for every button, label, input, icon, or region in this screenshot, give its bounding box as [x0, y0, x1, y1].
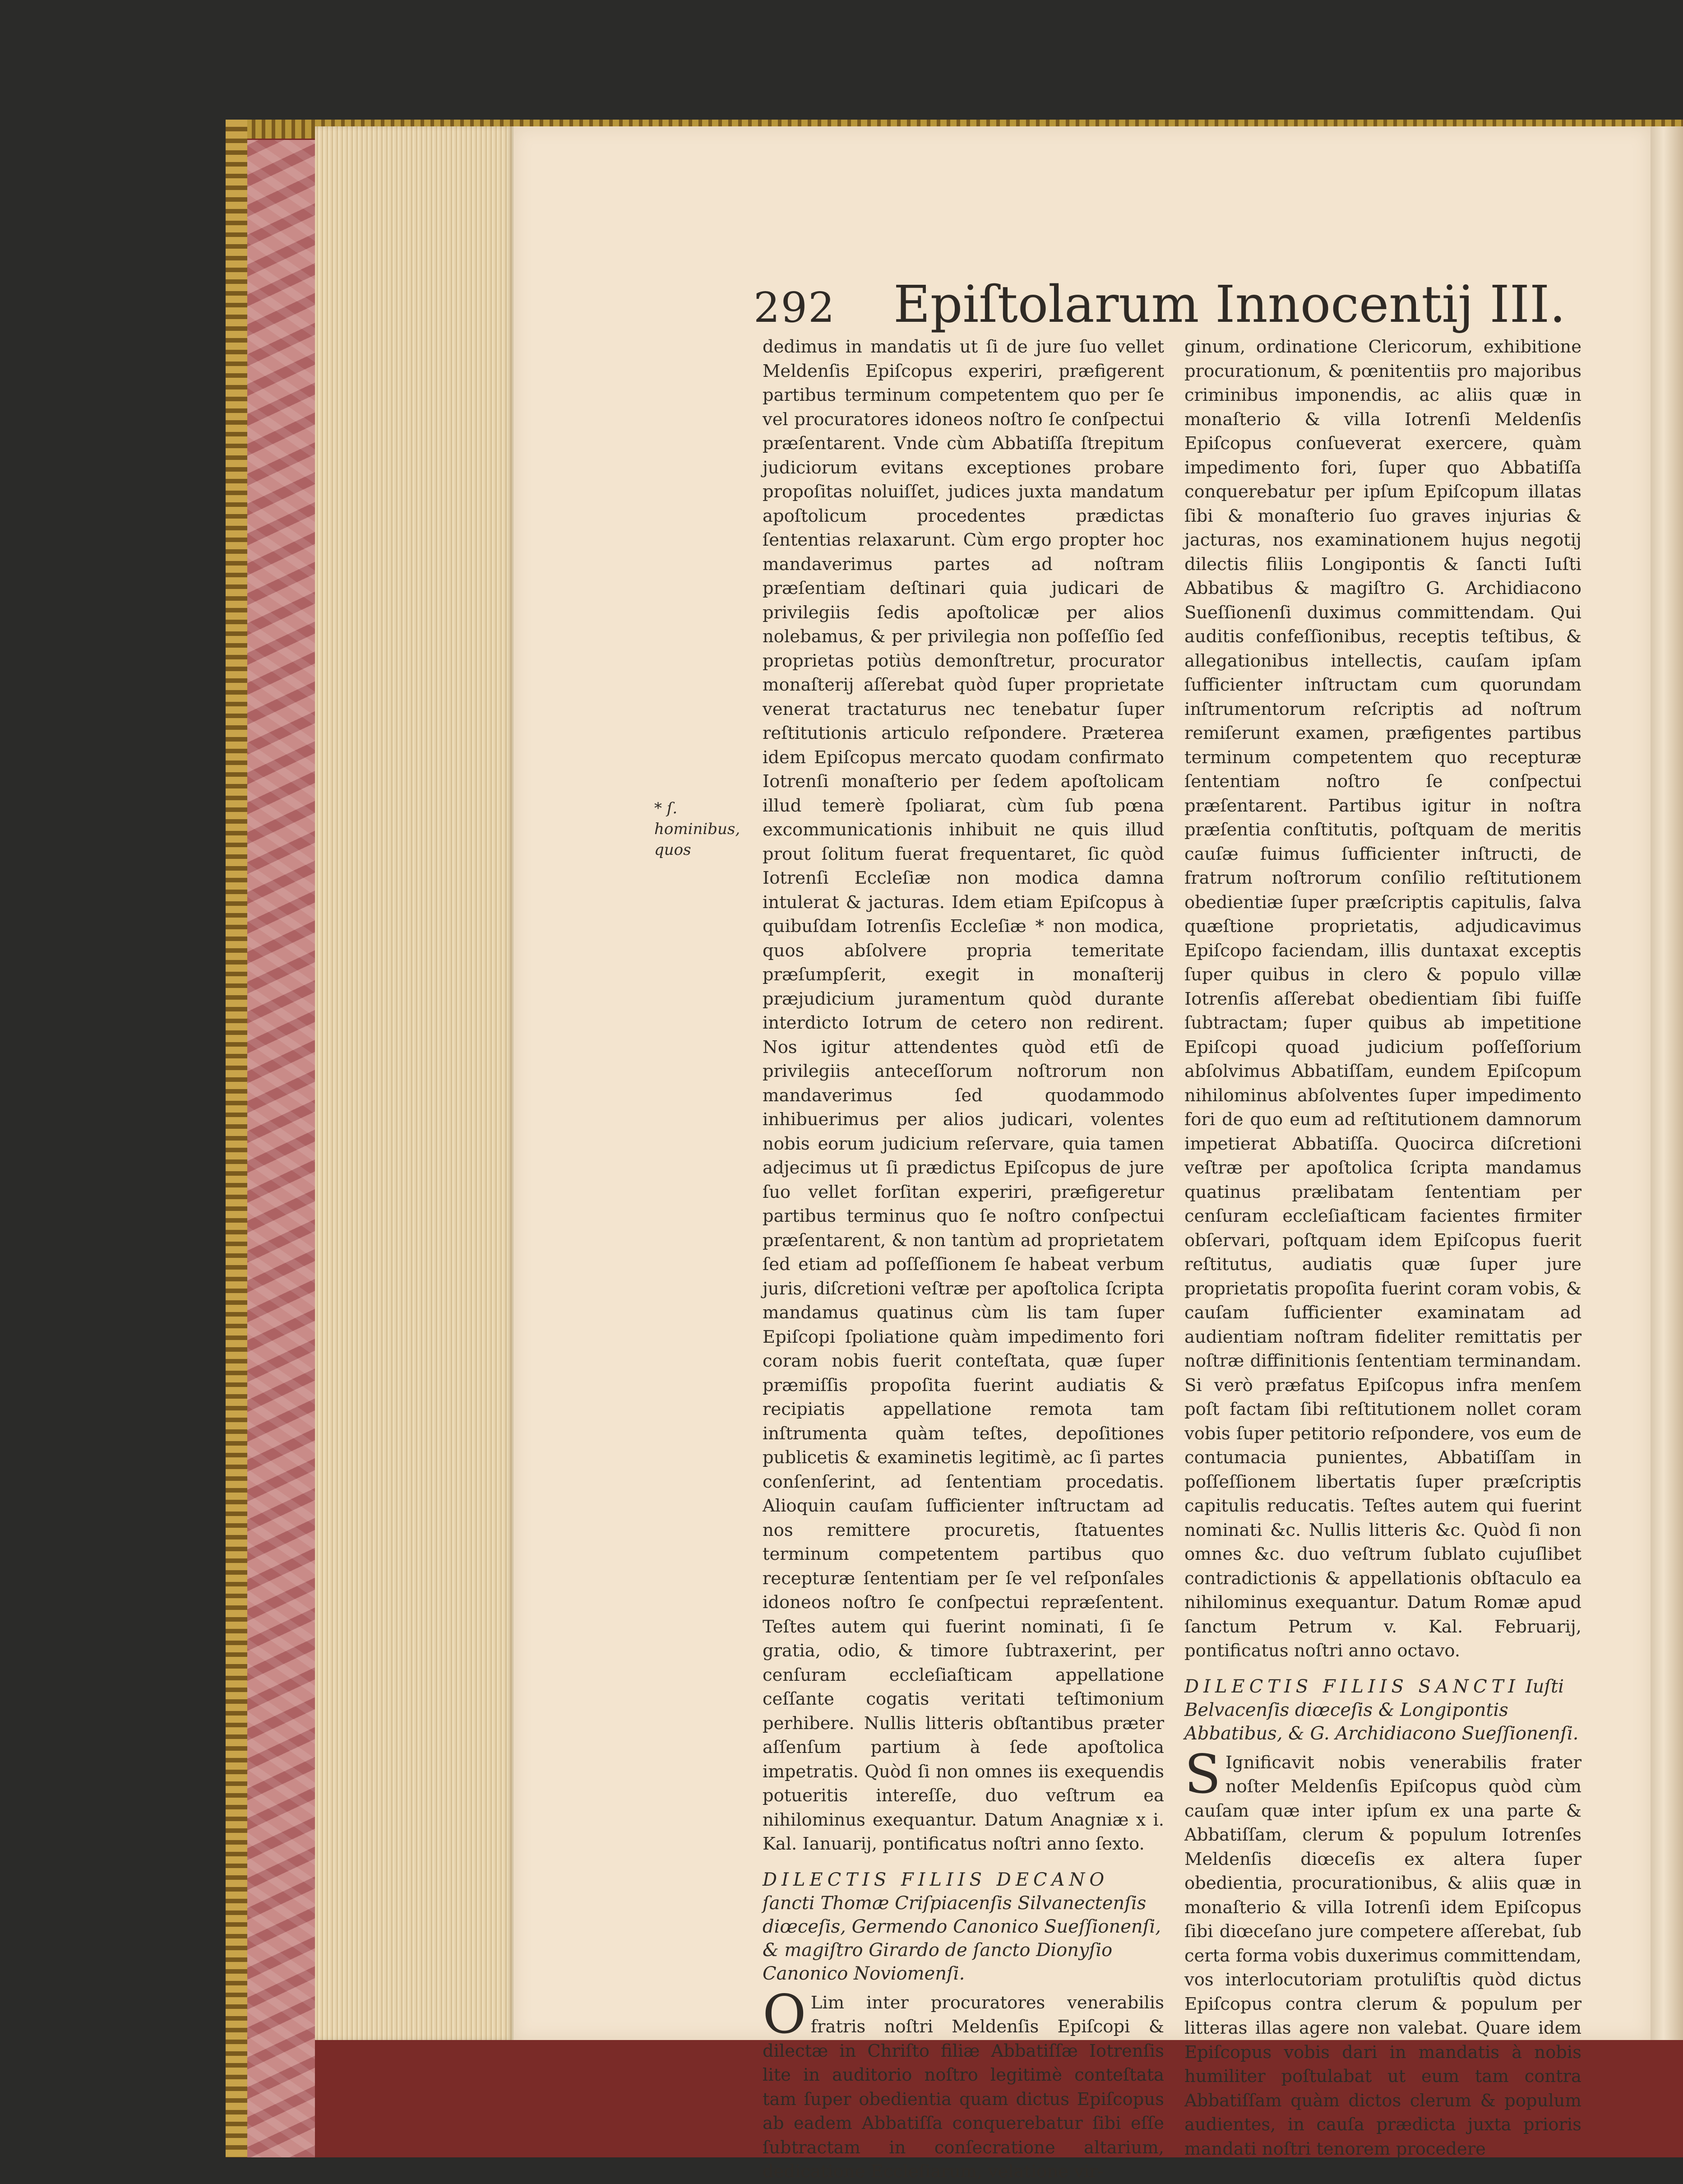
drop-capital: O	[763, 1983, 806, 2045]
rubric-head: DILECTIS FILIIS SANCTI	[1184, 1676, 1520, 1697]
paragraph: dedimus in mandatis ut ſi de jure ſuo vellet Meldenſis Epiſcopus experiri, præfigerent partibus terminum competentem quo per ſe vel procuratores idoneos noſtro ſe conſpectui præſentarent. Vnde cùm Abbatiſſa ſtrepitum judiciorum evitans exceptiones probare propoſitas noluiſſet, judices juxta mandatum apoſtolicum procedentes prædictas ſententias relaxarunt. Cùm ergo propter hoc mandaverimus partes ad noſtram præſentiam deſtinari quia judicari de privilegiis ſedis apoſtolicæ per alios nolebamus, & per privilegia non poſſeſſio ſed proprietas potiùs demonſtretur, procurator monaſterij aſſerebat quòd ſuper proprietate venerat tractaturus nec tenebatur ſuper reſtitutionis articulo reſpondere. Præterea idem Epiſcopus mercato quodam confirmato Iotrenſi monaſterio per ſedem apoſtolicam illud temerè ſpoliarat, cùm ſub pœna excommunicationis inhibuit ne quis illud prout ſolitum fuerat frequentaret, ſic quòd Iotrenſi Eccleſiæ non modica damna intulerat & jacturas. Idem etiam Epiſcopus à quibuſdam Iotrenſis Eccleſiæ * non modica, quos abſolvere propria temeritate præſumpſerit, exegit in monaſterij præjudicium juramentum quòd durante interdicto Iotrum de cetero non redirent. Nos igitur attendentes quòd etſi de privilegiis anteceſſorum noſtrorum non mandaverimus ſed quodammodo inhibuerimus per alios judicari, volentes nobis eorum judicium reſervare, quia tamen adjecimus ut ſi prædictus Epiſcopus de jure ſuo vellet forſitan experiri, præfigeretur partibus terminus quo ſe noſtro conſpectui præſentarent, & non tantùm ad proprietatem ſed etiam ad poſſeſſionem ſe habeat verbum juris, diſcretioni veſtræ per apoſtolica ſcripta mandamus quatinus cùm lis tam ſuper Epiſcopi ſpoliatione quàm impedimento fori coram nobis fuerit conteſtata, quæ ſuper præmiſſis propoſita fuerint audiatis & recipiatis appellatione remota tam inſtrumenta quàm teſtes, depoſitiones publicetis & examinetis legitimè, ac ſi partes conſenſerint, ad ſententiam procedatis. Alioquin cauſam ſufficienter inſtructam ad nos remittere procuretis, ſtatuentes terminum competentem partibus quo recepturæ ſententiam per ſe vel reſponſales idoneos noſtro ſe conſpectui repræſentent. Teſtes autem qui fuerint nominati, ſi ſe gratia, odio, & timore ſubtraxerint, per cenſuram eccleſiaſticam appellatione ceſſante cogatis veritati teſtimonium perhibere. Nullis litteris obſtantibus præter aſſenſum partium à ſede apoſtolica impetratis. Quòd ſi non omnes iis exequendis potueritis intereſſe, duo veſtrum ea nihilominus exequantur. Datum Anagniæ x i. Kal. Ianuarij, pontificatus noſtri anno ſexto.	[763, 337, 1164, 1854]
text-column-left	[763, 335, 1164, 2184]
gilt-border-left	[226, 120, 247, 2157]
marginal-note: * ſ. hominibus, quos	[654, 799, 740, 859]
paragraph: ginum, ordinatione Clericorum, exhibitione procurationum, & pœnitentiis pro majoribus criminibus imponendis, ac aliis quæ in monaſterio & villa Iotrenſi Meldenſis Epiſcopus conſueverat exercere, quàm impedimento fori, ſuper quo Abbatiſſa conquerebatur per ipſum Epiſcopum illatas ſibi & monaſterio ſuo graves injurias & jacturas, nos examinationem hujus negotij dilectis filiis Longipontis & ſancti Iuſti Abbatibus & magiſtro G. Archidiacono Sueſſionenſi duximus committendam. Qui auditis confeſſionibus, receptis teſtibus, & allegationibus intellectis, cauſam ipſam ſufficienter inſtructam cum quorundam inſtrumentorum reſcriptis ad noſtrum remiſerunt examen, præfigentes partibus terminum competentem quo recepturæ ſententiam noſtro ſe conſpectui præſentarent. Partibus igitur in noſtra præſentia conſtitutis, poſtquam de meritis cauſæ fuimus ſufficienter inſtructi, de fratrum noſtrorum conſilio reſtitutionem obedientiæ ſuper præſcriptis capitulis, ſalva quæſtione proprietatis, adjudicavimus Epiſcopo faciendam, illis duntaxat exceptis ſuper quibus in clero & populo villæ Iotrenſis aſſerebat obedientiam ſibi fuiſſe ſubtractam; ſuper quibus ab impetitione Epiſcopi quoad judicium poſſeſſorium abſolvimus Abbatiſſam, eundem Epiſcopum nihilominus abſolventes ſuper impedimento fori de quo eum ad reſtitutionem damnorum impetierat Abbatiſſa. Quocirca diſcretioni veſtræ per apoſtolica ſcripta mandamus quatinus prælibatam ſententiam per cenſuram eccleſiaſticam facientes firmiter obſervari, poſtquam idem Epiſcopus fuerit reſtitutus, audiatis quæ ſuper jure proprietatis propoſita fuerint coram vobis, & cauſam ſufficienter examinatam ad audientiam noſtram fideliter remittatis per noſtræ diffinitionis ſententiam terminandam. Si verò præfatus Epiſcopus infra menſem poſt factam ſibi reſtitutionem nollet coram vobis ſuper petitorio reſpondere, vos eum de contumacia punientes, Abbatiſſam in poſſeſſionem libertatis ſuper præſcriptis capitulis reducatis. Teſtes autem qui fuerint nominati &c. Nullis litteris &c. Quòd ſi non omnes &c. duo veſtrum ſublato cujuſlibet contradictionis & appellationis obſtaculo ea nihilominus exequantur. Datum Romæ apud ſanctum Petrum v. Kal. Februarij, pontificatus noſtri anno octavo.	[1184, 337, 1581, 1661]
page-header	[754, 275, 1566, 334]
paragraph-text: Ignificavit nobis venerabilis frater noſter Meldenſis Epiſcopus quòd cùm cauſam quæ inter ipſum ex una parte & Abbatiſſam, clerum & populum Iotrenſes Meldenſis diœceſis ex altera ſuper obedientia, procurationibus, & aliis quæ in monaſterio & villa Iotrenſi idem Epiſcopus ſibi diœceſano jure competere aſſerebat, ſub certa forma vobis duxerimus committendam, vos interlocutoriam protuliſtis quòd dictus Epiſcopus contra clerum & populum per litteras illas agere non valebat. Quare idem Epiſcopus vobis dari in mandatis à nobis humiliter poſtulabat ut eum tam contra Abbatiſſam quàm dictos clerum & populum audientes, in cauſa prædicta juxta prioris mandati noſtri tenorem procedere	[1184, 1752, 1581, 2159]
rubric-text: Iuſti Belvacenſis diœceſis & Longipontis Abbatibus, & G. Archidiacono Sueſſionenſi.	[1184, 1676, 1579, 1744]
rubric-text: ſancti Thomæ Criſpiacenſis Silvanectenſis diœceſis, Germendo Canonico Sueſſionenſi, & magiſtro Girardo de ſancto Dionyſio Canonico Noviomenſi.	[763, 1892, 1161, 1984]
marbled-endpaper	[247, 140, 315, 2157]
paragraph-text: Lim inter procuratores venerabilis fratris noſtri Meldenſis Epiſcopi & dilectæ in Chriſto filiæ Abbatiſſæ Iotrenſis lite in auditorio noſtro legitimè conteſtata tam ſuper obedientia quam dictus Epiſcopus ab eadem Abbatiſſa conquerebatur ſibi eſſe ſubtractam in conſecratione altarium, dedicatione Eccleſiarum, velatione vir-	[763, 1992, 1164, 2182]
letter-rubric	[1184, 1675, 1581, 1745]
paragraph	[1184, 1743, 1581, 2161]
page-number: 292	[754, 283, 836, 332]
paragraph	[763, 1983, 1164, 2184]
drop-capital: S	[1184, 1743, 1221, 1805]
rubric-head: DILECTIS FILIIS DECANO	[763, 1869, 1109, 1890]
text-column-right	[1184, 335, 1581, 2161]
letter-rubric	[763, 1868, 1164, 1985]
running-title: Epiſtolarum Innocentij III.	[893, 275, 1566, 334]
facing-page-edge	[1651, 126, 1683, 2040]
page-edges	[315, 126, 513, 2040]
